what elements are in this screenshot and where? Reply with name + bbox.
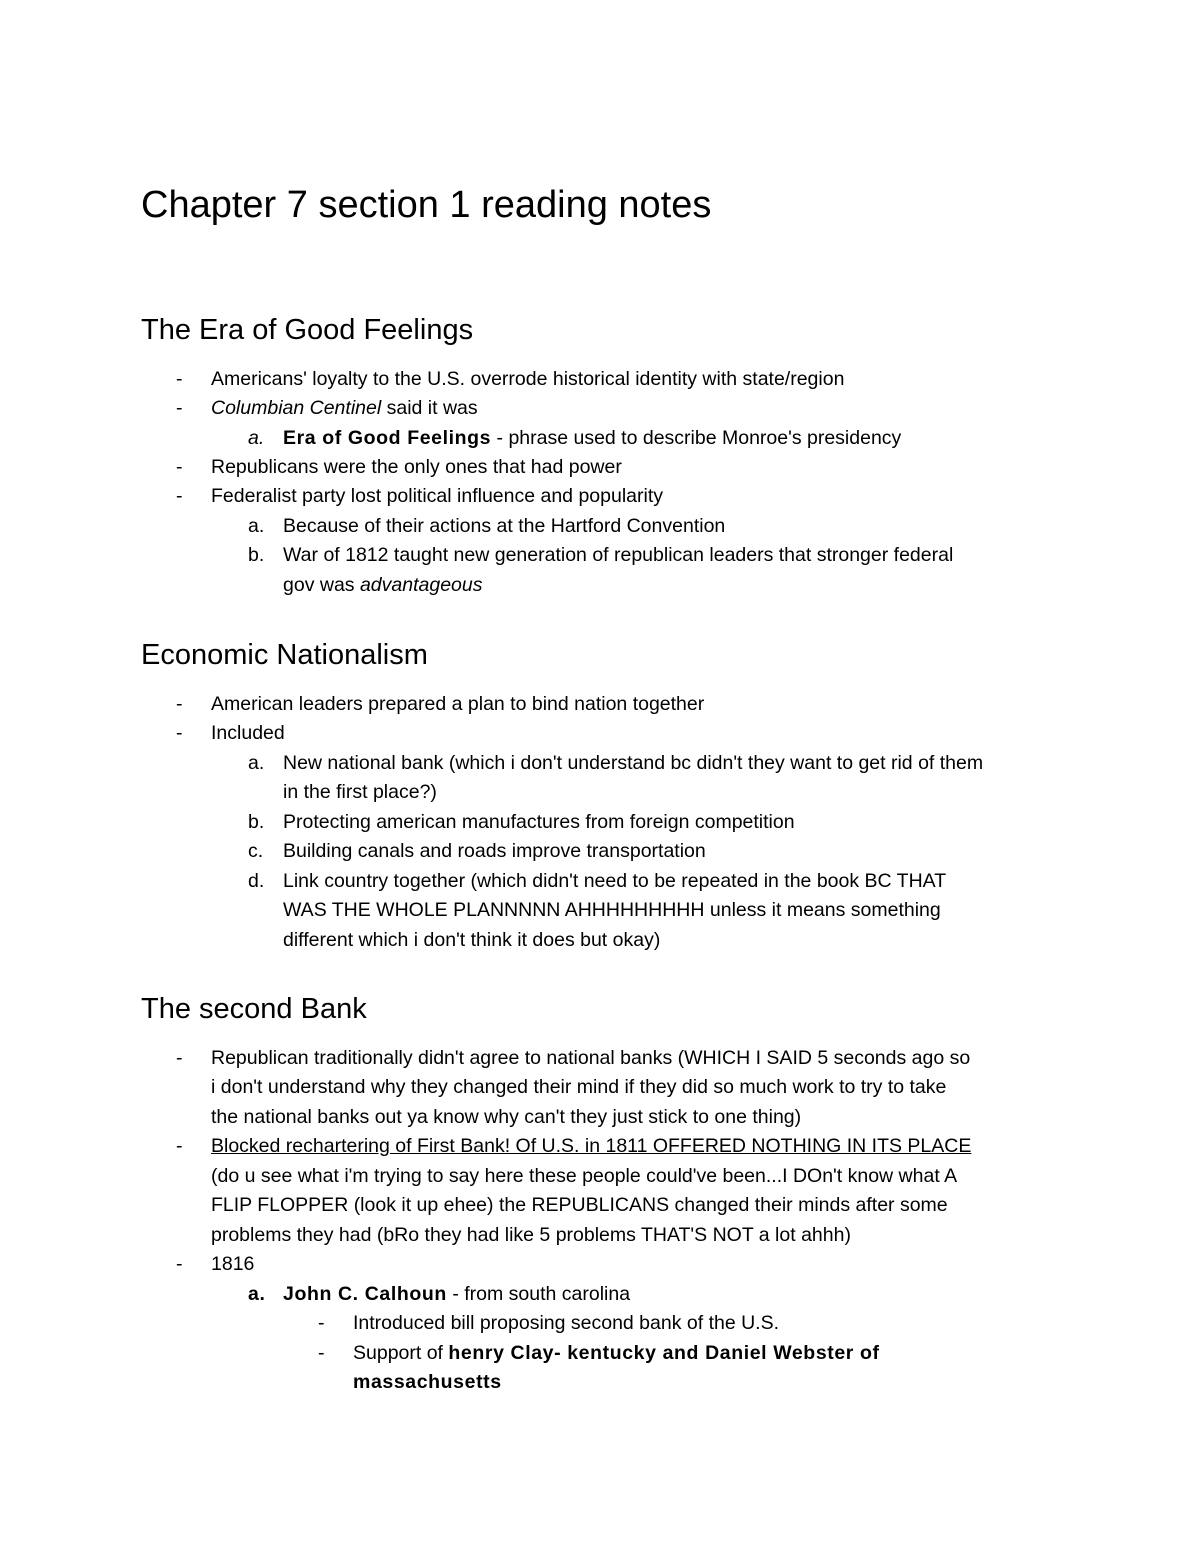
list-item: American leaders prepared a plan to bind nation together xyxy=(211,693,705,715)
list-item: Building canals and roads improve transportation xyxy=(283,840,706,862)
list-marker: - xyxy=(176,722,183,744)
list-item: Link country together (which didn't need to be repeated in the book BC THAT xyxy=(283,870,947,892)
list-item: Because of their actions at the Hartford Convention xyxy=(283,515,726,537)
list-marker: - xyxy=(176,397,183,419)
supporters-names: henry Clay- kentucky and Daniel Webster of xyxy=(448,1342,880,1364)
list-item: Republicans were the only ones that had power xyxy=(211,456,622,478)
list-item-text: - from south carolina xyxy=(446,1283,631,1305)
key-term: Era of Good Feelings xyxy=(283,427,492,449)
list-item: Introduced bill proposing second bank of the U.S. xyxy=(353,1312,780,1334)
list-item-continuation: (do u see what i'm trying to say here these people could've been...I DOn't know what A xyxy=(211,1165,958,1187)
list-item-text: said it was xyxy=(381,397,478,419)
list-marker: d. xyxy=(248,870,265,892)
list-item-continuation xyxy=(283,573,482,597)
section-heading-era: The Era of Good Feelings xyxy=(141,314,474,346)
list-marker: a. xyxy=(248,515,265,537)
document-title: Chapter 7 section 1 reading notes xyxy=(141,184,712,226)
list-marker: b. xyxy=(248,544,265,566)
list-item: Republican traditionally didn't agree to national banks (WHICH I SAID 5 seconds ago so xyxy=(211,1047,971,1069)
list-item xyxy=(283,426,901,450)
list-item: Americans' loyalty to the U.S. overrode historical identity with state/region xyxy=(211,368,845,390)
list-item-continuation: different which i don't think it does but okay) xyxy=(283,929,661,951)
emphasis-text: advantageous xyxy=(359,574,483,596)
person-name: John C. Calhoun xyxy=(283,1283,447,1305)
list-item: Federalist party lost political influence and popularity xyxy=(211,485,663,507)
list-item-continuation: problems they had (bRo they had like 5 problems THAT'S NOT a lot ahhh) xyxy=(211,1224,851,1246)
list-marker: - xyxy=(176,1135,183,1157)
list-marker: b. xyxy=(248,811,265,833)
list-marker: - xyxy=(176,485,183,507)
list-item: New national bank (which i don't understand bc didn't they want to get rid of them xyxy=(283,752,984,774)
list-marker: - xyxy=(176,456,183,478)
list-marker: a. xyxy=(248,1283,266,1305)
list-item-text: - phrase used to describe Monroe's presidency xyxy=(491,427,902,449)
list-marker: - xyxy=(318,1312,325,1334)
list-marker: - xyxy=(318,1342,325,1364)
list-item-continuation: WAS THE WHOLE PLANNNNN AHHHHHHHHH unless it means something xyxy=(283,899,941,921)
list-marker: - xyxy=(176,1047,183,1069)
underlined-statement: Blocked rechartering of First Bank! Of U.S. in 1811 OFFERED NOTHING IN ITS PLACE xyxy=(211,1135,972,1157)
section-heading-economic: Economic Nationalism xyxy=(141,639,428,671)
list-marker: a. xyxy=(248,427,265,449)
list-item-continuation: i don't understand why they changed their mind if they did so much work to try to take xyxy=(211,1076,947,1098)
list-marker: - xyxy=(176,1253,183,1275)
list-item xyxy=(353,1341,880,1365)
list-item: War of 1812 taught new generation of republican leaders that stronger federal xyxy=(283,544,954,566)
list-marker: c. xyxy=(248,840,264,862)
section-heading-second-bank: The second Bank xyxy=(141,993,367,1025)
list-item: 1816 xyxy=(211,1253,255,1275)
list-marker: - xyxy=(176,368,183,390)
list-marker: a. xyxy=(248,752,265,774)
list-marker: - xyxy=(176,693,183,715)
list-item xyxy=(211,396,478,420)
list-item-continuation: in the first place?) xyxy=(283,781,437,803)
newspaper-name: Columbian Centinel xyxy=(211,397,382,419)
list-item-continuation: massachusetts xyxy=(353,1371,502,1393)
list-item-continuation: FLIP FLOPPER (look it up ehee) the REPUBLICANS changed their minds after some xyxy=(211,1194,948,1216)
list-item-text: gov was xyxy=(283,574,360,596)
list-item: Protecting american manufactures from foreign competition xyxy=(283,811,795,833)
list-item xyxy=(283,1282,630,1306)
list-item: Included xyxy=(211,722,285,744)
list-item-continuation: the national banks out ya know why can't they just stick to one thing) xyxy=(211,1106,802,1128)
list-item-text: Support of xyxy=(353,1342,449,1364)
